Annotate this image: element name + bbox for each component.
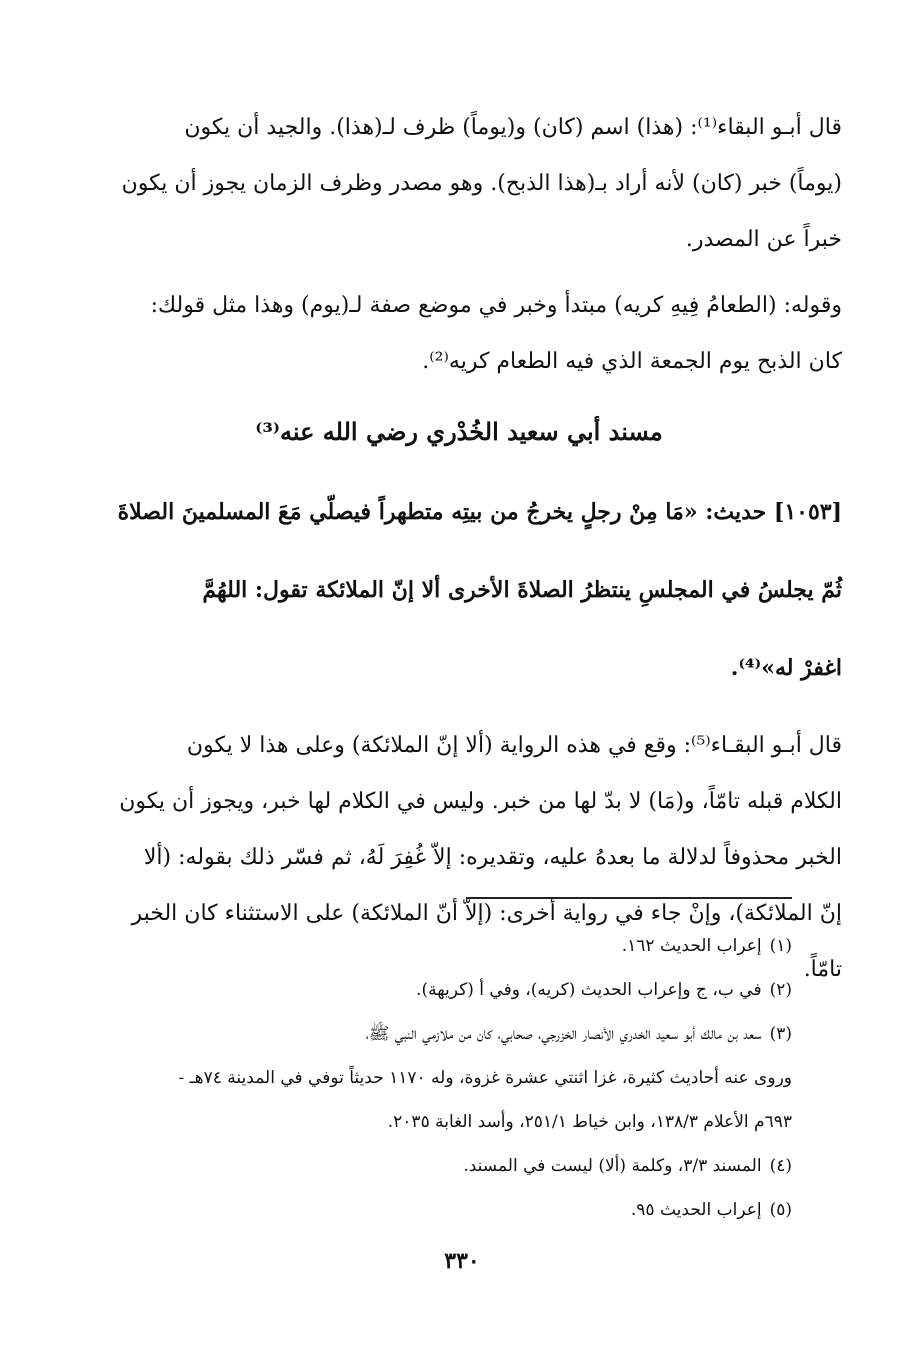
hadith-1053 xyxy=(76,484,842,696)
footnotes xyxy=(76,924,792,1232)
footnote-number: (٢) xyxy=(769,980,792,1000)
footnote-item xyxy=(76,924,792,968)
paragraph-line: تامّاً. xyxy=(803,957,842,982)
footnote-item xyxy=(76,1144,792,1188)
footnote-number: (٤) xyxy=(769,1156,792,1176)
footnote-text: إعراب الحديث ٩٥. xyxy=(630,1200,762,1220)
footnote-item xyxy=(76,1188,792,1232)
section-heading: مسند أبي سعيد الخُدْري رضي الله عنه⁽³⁾ xyxy=(255,417,663,446)
footnote-text: المسند ٣/٣، وكلمة (ألا) ليست في المسند. xyxy=(463,1156,762,1176)
paragraph-gap xyxy=(76,268,842,278)
footnote-continuation xyxy=(76,1056,792,1100)
paragraph-line: (يوماً) خبر (كان) لأنه أراد بـ(هذا الذبح). وهو مصدر وظرف الزمان يجوز أن يكون xyxy=(121,171,842,196)
footnote-text: إعراب الحديث ١٦٢. xyxy=(621,936,762,956)
paragraph-wa-qawluhu xyxy=(76,278,842,390)
paragraph-line: وقوله: (الطعامُ فِيهِ كريه) مبتدأ وخبر في موضع صفة لـ(يوم) وهذا مثل قولك: xyxy=(150,293,842,318)
paragraph-line: قال أبـو البقـاء⁽⁵⁾: وقع في هذه الرواية (ألا إنّ الملائكة) وعلى هذا لا يكون xyxy=(186,733,842,758)
paragraph-line: الكلام قبله تامّاً، و(مَا) لا بدّ لها من خبر. وليس في الكلام لها خبر، ويجوز أن يكون xyxy=(119,789,842,814)
footnote-text: سعد بن مالك أبو سعيد الخدري الأنصار الخزرجي، صحابي، كان من ملازمي النبي ﷺ، xyxy=(365,1024,762,1044)
footnote-text: في ب، ج وإعراب الحديث (كريه)، وفي أ (كريهة). xyxy=(416,980,762,1000)
paragraph-line: إنّ الملائكة)، وإنْ جاء في رواية أخرى: (إلاّ أنّ الملائكة) على الاستثناء كان الخبر xyxy=(131,901,842,926)
hadith-line: [١٠٥٣] حديث: «مَا مِنْ رجلٍ يخرجُ من بيتِه متطهراً فيصلّي مَعَ المسلمينَ الصلاةَ xyxy=(117,499,842,525)
footnote-text: ٦٩٣م الأعلام ١٣٨/٣، وابن خياط ٢٥١/١، وأسد الغابة ٢٠٣٥. xyxy=(387,1112,792,1132)
footnote-number: (١) xyxy=(769,936,792,956)
paragraph-line: خبراً عن المصدر. xyxy=(685,227,842,252)
footnote-divider xyxy=(466,897,792,899)
footnote-item xyxy=(76,968,792,1012)
footnote-text: وروى عنه أحاديث كثيرة، غزا اثنتي عشرة غزوة، وله ١١٧٠ حديثاً توفي في المدينة ٧٤هـ - xyxy=(178,1068,792,1088)
footnote-item xyxy=(76,1012,792,1056)
page-number: ٣٣٠ xyxy=(444,1248,480,1274)
paragraph-line: كان الذبح يوم الجمعة الذي فيه الطعام كريه⁽²⁾. xyxy=(422,349,842,374)
paragraph-line: قال أبـو البقاء⁽¹⁾: (هذا) اسم (كان) و(يوماً) ظرف لـ(هذا). والجيد أن يكون xyxy=(184,115,842,140)
footnote-number: (٥) xyxy=(769,1200,792,1220)
paragraph-line: الخبر محذوفاً لدلالة ما بعدهُ عليه، وتقديره: إلاّ غُفِرَ لَهُ، ثم فسّر ذلك بقوله: (ألا xyxy=(143,845,842,870)
hadith-line: ثُمّ يجلسُ في المجلسِ ينتظرُ الصلاةَ الأخرى ألا إنّ الملائكة تقول: اللهُمَّ xyxy=(202,577,842,603)
footnote-number: (٣) xyxy=(769,1024,792,1044)
paragraph-abu-al-baqa-1 xyxy=(76,100,842,268)
footnote-continuation xyxy=(76,1100,792,1144)
hadith-line: اغفرْ له»⁽⁴⁾. xyxy=(730,655,842,681)
